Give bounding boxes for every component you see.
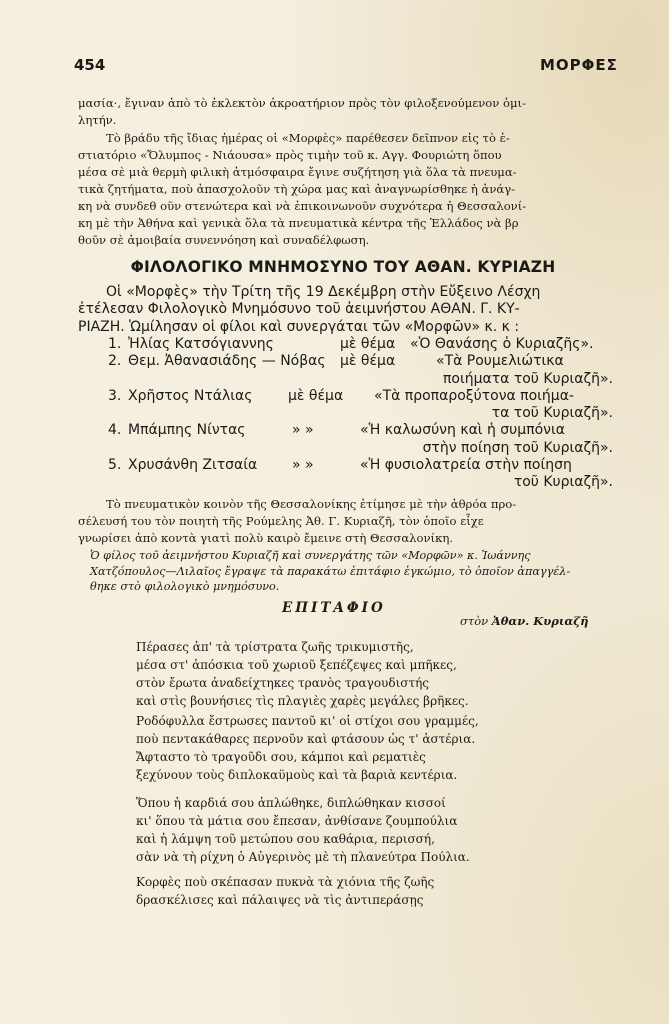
dinner-paragraph (78, 130, 608, 249)
speaker-topic: «Τὰ προπαροξύτονα ποιήμα- (374, 387, 574, 404)
speaker-number: 5. (108, 457, 122, 474)
text-line: ΡΙΑΖΗ. Ὡμίλησαν οἱ φίλοι καὶ συνεργάται τῶν «Μορφῶν» κ. κ : (78, 318, 520, 335)
poem-line: Ροδόφυλλα ἔστρωσες παντοῦ κι' οἱ στίχοι σου γραμμές, (136, 714, 479, 728)
text-line: στιατόριο «Ὄλυμπος - Νιάουσα» πρὸς τιμὴν τοῦ κ. Αγγ. Φουριώτη ὅπου (78, 148, 502, 162)
text-line: Τὸ πνευματικὸν κοινὸν τῆς Θεσσαλονίκης ἐτίμησε μὲ τὴν ἀθρόα προ- (106, 497, 517, 511)
poem-dedication (460, 614, 588, 628)
speaker-topic-cont: τοῦ Κυριαζῆ». (513, 474, 613, 491)
poem-line: ποὺ πεντακάθαρες περνοῦν καὶ φτάσουν ὡς τ' ἀστέρια. (136, 732, 476, 746)
poem-line: Ὅπου ἡ καρδιά σου ἁπλώθηκε, διπλώθηκαν κισσοί (136, 796, 446, 810)
memorial-paragraph (78, 284, 613, 336)
honor-paragraph (78, 496, 608, 546)
speaker-connector: » » (292, 422, 314, 439)
text-line: τικὰ ζητήματα, ποὺ ἀπασχολοῦν τὴ χώρα μας καὶ ἀναγνωρίσθηκε ἡ ἀνάγ- (78, 182, 516, 196)
poem-introduction-note (90, 548, 610, 595)
text-line: μέσα σὲ μιὰ θερμὴ φιλικὴ ἀτμόσφαιρα ἔγινε συζήτηση γιὰ ὅλα τὰ πνευμα- (78, 165, 517, 179)
speaker-number: 3. (108, 387, 122, 404)
text-line: Ὁ φίλος τοῦ ἀειμνήστου Κυριαζῆ καὶ συνεργάτης τῶν «Μορφῶν» κ. Ἰωάννης (90, 549, 531, 562)
poem-line: ξεχύνουν τοὺς διπλοκαϋμοὺς καὶ τὰ βαριὰ κεντέρια. (136, 768, 458, 782)
text-line: σέλευσή του τὸν ποιητὴ τῆς Ρούμελης Ἀθ. Γ. Κυριαζῆ, τὸν ὁποῖο εἶχε (78, 513, 484, 528)
speaker-topic: «Τὰ Ρουμελιώτικα (436, 353, 564, 370)
speaker-connector: μὲ θέμα (340, 353, 396, 370)
text-line: ἐτέλεσαν Φιλολογικὸ Μνημόσυνο τοῦ ἀειμνήστου ΑΘΑΝ. Γ. ΚΥ- (78, 301, 520, 318)
poem-stanza (136, 712, 479, 784)
text-line: γνωρίσει ἀπὸ κοντὰ γιατὶ πολὺ καιρὸ ἔμεινε στὴ Θεσσαλονίκη. (78, 530, 453, 545)
speaker-connector: » » (292, 457, 314, 474)
speaker-topic-cont: στὴν ποίηση τοῦ Κυριαζῆ». (422, 439, 613, 456)
text-line: λητήν. (78, 113, 117, 127)
speaker-row (78, 422, 613, 439)
poem-line: μέσα στ' ἀπόσκια τοῦ χωριοῦ ξεπέζεψες καὶ μπῆκες, (136, 658, 457, 672)
text-line: μασία·, ἔγιναν ἀπὸ τὸ ἐκλεκτὸν ἀκροατήριον πρὸς τὸν φιλοξενούμενον ὁμι- (78, 96, 527, 110)
speaker-row (78, 336, 613, 353)
text-line: θοῦν σὲ ἀμοιβαία συνεννόηση καὶ συναδέλφωση. (78, 233, 370, 247)
speaker-topic: «Ἡ φυσιολατρεία στὴν ποίηση (360, 457, 572, 474)
poem-line: Πέρασες ἀπ' τὰ τρίστρατα ζωῆς τρικυμιστῆς, (136, 640, 414, 654)
poem-line: σὰν νὰ τὴ ρίχνη ὁ Αὐγερινὸς μὲ τὴ πλανεύτρα Πούλια. (136, 850, 470, 864)
text-line: Χατζόπουλος—Λιλαῖος ἔγραψε τὰ παρακάτω ἐπιτάφιο ἐγκώμιο, τὸ ὁποῖον ἀπαγγέλ- (90, 564, 571, 578)
poem-line: Ἄφταστο τὸ τραγοῦδι σου, κάμποι καὶ ρεματιὲς (136, 750, 426, 764)
speaker-row (78, 353, 613, 370)
speaker-number: 2. (108, 353, 122, 370)
text-line: κη μὲ τὴν Ἀθήνα καὶ γενικὰ ὅλα τὰ πνευματικὰ κέντρα τῆς Ἑλλάδος νὰ βρ (78, 216, 519, 230)
speaker-name: Μπάμπης Νίντας (128, 422, 246, 439)
dedication-prefix: στὸν (460, 614, 489, 628)
speaker-number: 4. (108, 422, 122, 439)
speaker-row-continued (78, 440, 613, 457)
speaker-row-continued (78, 405, 613, 422)
poem-title: ΕΠΙΤΑΦΙΟ (282, 600, 386, 616)
speaker-connector: μὲ θέμα (288, 387, 344, 404)
text-line: κη νὰ συνδεθ οῦν στενώτερα καὶ νὰ ἐπικοινωνοῦν συχνότερα ἡ Θεσσαλονί- (78, 199, 527, 213)
intro-paragraph (78, 95, 608, 129)
page-number: 454 (74, 56, 106, 74)
poem-stanza (136, 794, 470, 866)
speaker-number: 1. (108, 336, 122, 352)
running-header-title: ΜΟΡΦΕΣ (540, 56, 618, 74)
speaker-connector: μὲ θέμα (340, 336, 396, 352)
speaker-row (78, 457, 613, 474)
poem-stanza (136, 873, 434, 909)
text-line: θηκε στὸ φιλολογικὸ μνημόσυνο. (90, 580, 280, 593)
poem-line: δρασκέλισες καὶ πάλαιψες νὰ τὶς ἀντιπεράσῃς (136, 893, 424, 907)
poem-line: κι' ὅπου τὰ μάτια σου ἔπεσαν, ἀνθίσανε ζουμπούλια (136, 814, 458, 828)
speaker-row-continued (78, 371, 613, 388)
text-line: Οἱ «Μορφὲς» τὴν Τρίτη τῆς 19 Δεκέμβρη στὴν Εὔξεινο Λέσχη (106, 284, 541, 300)
poem-line: Κορφὲς ποὺ σκέπασαν πυκνὰ τὰ χιόνια τῆς ζωῆς (136, 875, 435, 889)
speaker-topic-cont: ποιήματα τοῦ Κυριαζῆ». (442, 370, 613, 387)
speaker-list (78, 336, 613, 492)
speaker-name: Χρῆστος Ντάλιας (128, 387, 253, 404)
poem-line: στὸν ἔρωτα ἀναδείχτηκες τρανὸς τραγουδιστής (136, 676, 430, 690)
poem-stanza (136, 638, 469, 710)
speaker-topic: «Ἡ καλωσύνη καὶ ἡ συμπόνια (360, 422, 565, 439)
poem-line: καὶ στὶς βουνήσιες τὶς πλαγιὲς χαρὲς μεγάλες βρῆκες. (136, 694, 469, 708)
text-line: Τὸ βράδυ τῆς ἴδιας ἡμέρας οἱ «Μορφὲς» παρέθεσεν δεῖπνον εἰς τὸ ἑ- (106, 131, 510, 145)
speaker-name: Θεμ. Ἀθανασιάδης — Νόβας (128, 353, 326, 370)
dedication-name: Ἀθαν. Κυριαζῆ (491, 614, 589, 628)
poem-line: καὶ ἡ λάμψη τοῦ μετώπου σου καθάρια, περισσή, (136, 832, 435, 846)
speaker-topic: «Ὁ Θανάσης ὁ Κυριαζῆς». (410, 336, 594, 352)
speaker-row (78, 388, 613, 405)
speaker-name: Ἠλίας Κατσόγιαννης (128, 336, 274, 352)
speaker-row-continued (78, 474, 613, 491)
speaker-topic-cont: τα τοῦ Κυριαζῆ». (491, 405, 613, 422)
section-heading: ΦΙΛΟΛΟΓΙΚΟ ΜΝΗΜΟΣΥΝΟ ΤΟΥ ΑΘΑΝ. ΚΥΡΙΑΖΗ (130, 258, 556, 276)
speaker-name: Χρυσάνθη Ζιτσαία (128, 457, 258, 474)
